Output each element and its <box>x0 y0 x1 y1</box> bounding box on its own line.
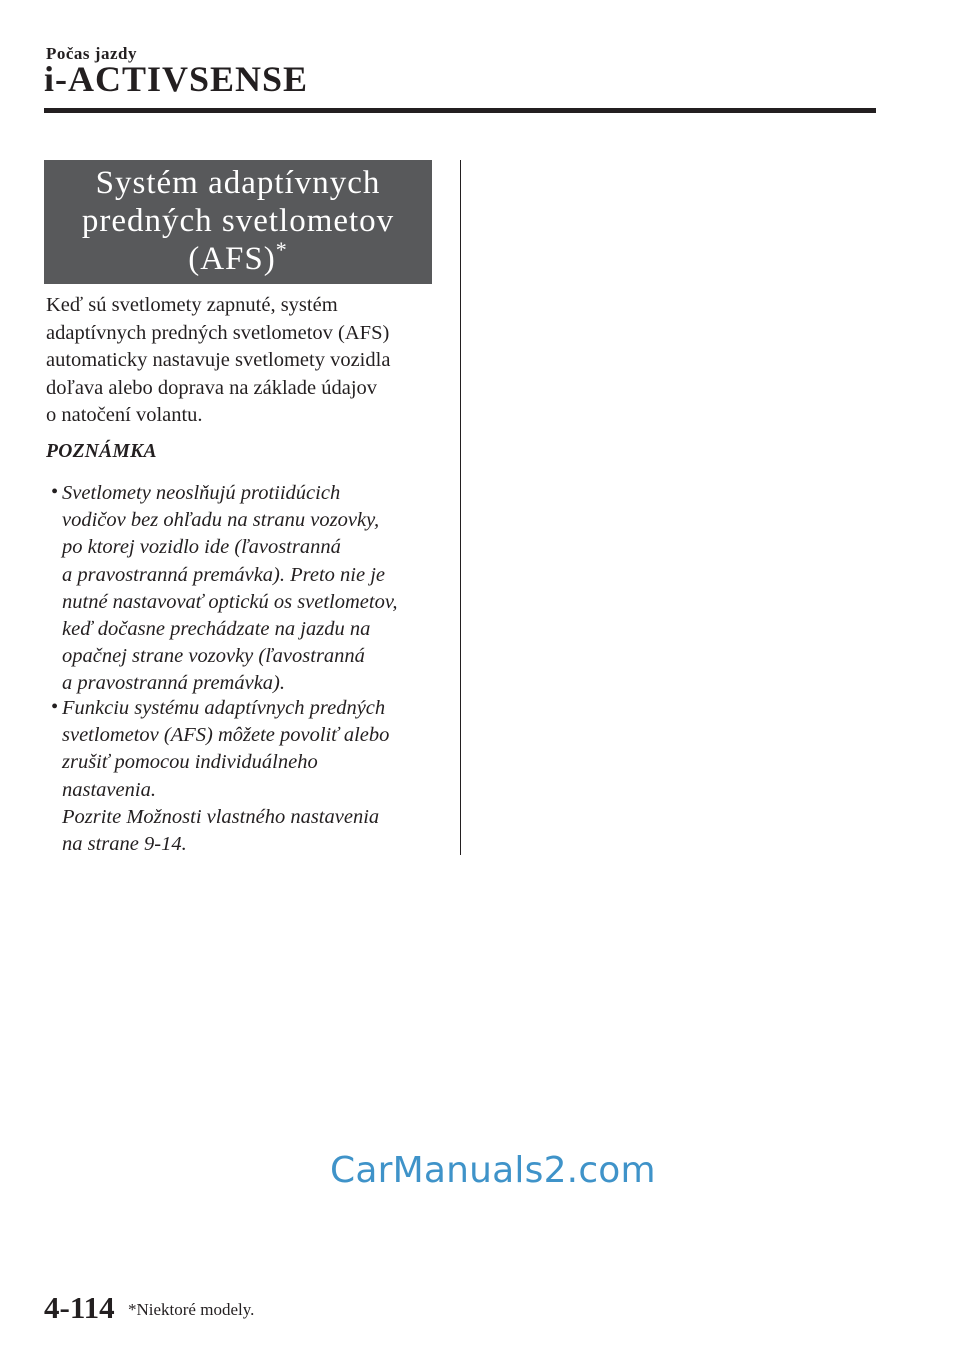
optional-equipment-asterisk: * <box>275 236 288 262</box>
header-rule <box>44 108 876 113</box>
note-line: zrušiť pomocou individuálneho <box>62 751 318 774</box>
note-line: Pozrite Možnosti vlastného nastavenia <box>62 805 380 828</box>
section-title-line-2: predných svetlometov <box>81 202 395 239</box>
section-title-abbr: (AFS) <box>188 240 276 277</box>
chapter-title: i-ACTIVSENSE <box>44 59 309 99</box>
body-paragraph <box>46 292 446 430</box>
note-line: na strane 9-14. <box>62 833 187 856</box>
body-line: adaptívnych predných svetlometov (AFS) <box>46 321 390 344</box>
watermark: CarManuals2.com <box>330 1150 656 1191</box>
note-line: keď dočasne prechádzate na jazdu na <box>62 618 371 641</box>
note-item <box>46 480 456 698</box>
note-line: nutné nastavovať optickú os svetlometov, <box>62 590 398 613</box>
body-line: doľava alebo doprava na základe údajov <box>46 376 378 399</box>
body-line: automaticky nastavuje svetlomety vozidla <box>46 349 391 371</box>
body-line: Keď sú svetlomety zapnuté, systém <box>46 294 338 316</box>
footnote: *Niektoré modely. <box>128 1300 255 1319</box>
note-line: vodičov bez ohľadu na stranu vozovky, <box>62 509 380 532</box>
bullet-icon: • <box>51 481 59 503</box>
section-label: Počas jazdy <box>46 44 137 63</box>
note-line: opačnej strane vozovky (ľavostranná <box>62 645 365 668</box>
section-title-line-3 <box>44 236 432 281</box>
note-line: po ktorej vozidlo ide (ľavostranná <box>62 536 341 559</box>
note-line: svetlometov (AFS) môžete povoliť alebo <box>62 724 390 747</box>
section-title-box <box>44 160 432 284</box>
note-line: a pravostranná premávka). <box>62 672 285 695</box>
note-line: Funkciu systému adaptívnych predných <box>62 697 386 719</box>
note-line: nastavenia. <box>62 778 156 801</box>
note-title: POZNÁMKA <box>46 441 157 462</box>
body-line: o natočení volantu. <box>46 404 203 426</box>
section-title-line-1: Systém adaptívnych <box>95 164 381 201</box>
page-number: 4-114 <box>44 1290 115 1325</box>
bullet-icon: • <box>51 696 59 718</box>
note-line: Svetlomety neoslňujú protiidúcich <box>62 482 341 504</box>
column-divider <box>460 160 461 855</box>
note-line: a pravostranná premávka). Preto nie je <box>62 563 385 586</box>
note-item <box>46 695 456 858</box>
